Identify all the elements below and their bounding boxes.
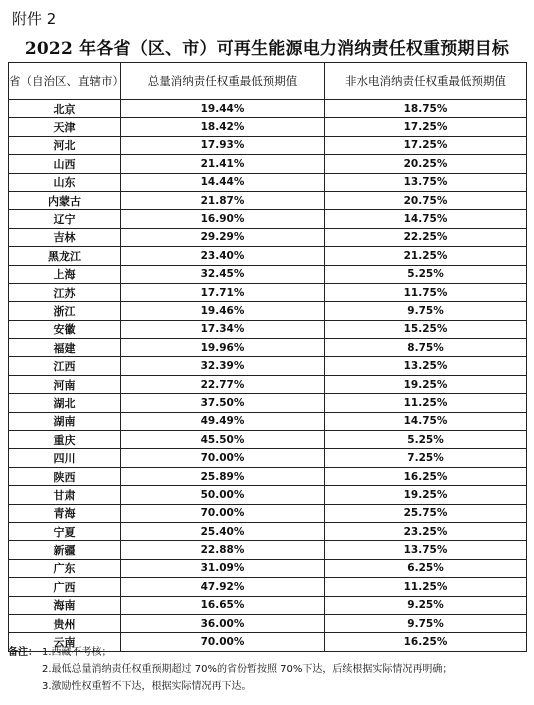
nonhydro-weight-cell: 21.25% xyxy=(325,247,527,265)
nonhydro-weight-cell: 5.25% xyxy=(325,265,527,283)
nonhydro-weight-cell: 11.25% xyxy=(325,578,527,596)
nonhydro-weight-cell: 11.75% xyxy=(325,283,527,301)
table-row xyxy=(9,191,527,209)
province-cell: 重庆 xyxy=(9,431,121,449)
note-item: 1.西藏不考核； xyxy=(42,647,112,658)
province-cell: 宁夏 xyxy=(9,522,121,540)
province-cell: 湖南 xyxy=(9,412,121,430)
nonhydro-weight-cell: 14.75% xyxy=(325,412,527,430)
header-total-weight: 总量消纳责任权重最低预期值 xyxy=(121,63,325,100)
total-weight-cell: 70.00% xyxy=(121,633,325,651)
total-weight-cell: 23.40% xyxy=(121,247,325,265)
table-row xyxy=(9,283,527,301)
total-weight-cell: 25.89% xyxy=(121,467,325,485)
total-weight-cell: 22.77% xyxy=(121,375,325,393)
nonhydro-weight-cell: 9.75% xyxy=(325,302,527,320)
nonhydro-weight-cell: 18.75% xyxy=(325,100,527,118)
table-row xyxy=(9,578,527,596)
table-row xyxy=(9,357,527,375)
total-weight-cell: 50.00% xyxy=(121,486,325,504)
nonhydro-weight-cell: 13.75% xyxy=(325,173,527,191)
table-row xyxy=(9,504,527,522)
province-cell: 海南 xyxy=(9,596,121,614)
nonhydro-weight-cell: 22.25% xyxy=(325,228,527,246)
table-row xyxy=(9,559,527,577)
province-cell: 上海 xyxy=(9,265,121,283)
table-row xyxy=(9,265,527,283)
table-row xyxy=(9,320,527,338)
nonhydro-weight-cell: 15.25% xyxy=(325,320,527,338)
nonhydro-weight-cell: 20.75% xyxy=(325,191,527,209)
province-cell: 北京 xyxy=(9,100,121,118)
table-row xyxy=(9,155,527,173)
total-weight-cell: 32.39% xyxy=(121,357,325,375)
total-weight-cell: 19.96% xyxy=(121,339,325,357)
table-row xyxy=(9,596,527,614)
total-weight-cell: 19.44% xyxy=(121,100,325,118)
province-cell: 江西 xyxy=(9,357,121,375)
nonhydro-weight-cell: 8.75% xyxy=(325,339,527,357)
note-item: 3.激励性权重暂不下达，根据实际情况再下达。 xyxy=(42,681,252,692)
nonhydro-weight-cell: 7.25% xyxy=(325,449,527,467)
table-row xyxy=(9,100,527,118)
total-weight-cell: 14.44% xyxy=(121,173,325,191)
total-weight-cell: 32.45% xyxy=(121,265,325,283)
province-cell: 湖北 xyxy=(9,394,121,412)
nonhydro-weight-cell: 9.25% xyxy=(325,596,527,614)
table-row xyxy=(9,302,527,320)
total-weight-cell: 16.65% xyxy=(121,596,325,614)
table-header-row xyxy=(9,63,527,100)
total-weight-cell: 37.50% xyxy=(121,394,325,412)
province-cell: 吉林 xyxy=(9,228,121,246)
table-row xyxy=(9,412,527,430)
province-cell: 内蒙古 xyxy=(9,191,121,209)
province-cell: 浙江 xyxy=(9,302,121,320)
total-weight-cell: 29.29% xyxy=(121,228,325,246)
notes-section xyxy=(8,644,526,695)
nonhydro-weight-cell: 19.25% xyxy=(325,486,527,504)
nonhydro-weight-cell: 23.25% xyxy=(325,522,527,540)
attachment-label: 附件 2 xyxy=(12,10,57,28)
table-row xyxy=(9,136,527,154)
table-row xyxy=(9,228,527,246)
province-cell: 贵州 xyxy=(9,614,121,632)
table-row xyxy=(9,522,527,540)
total-weight-cell: 25.40% xyxy=(121,522,325,540)
province-cell: 广西 xyxy=(9,578,121,596)
total-weight-cell: 49.49% xyxy=(121,412,325,430)
nonhydro-weight-cell: 14.75% xyxy=(325,210,527,228)
table-row xyxy=(9,431,527,449)
table-row xyxy=(9,486,527,504)
header-nonhydro-weight: 非水电消纳责任权重最低预期值 xyxy=(325,63,527,100)
nonhydro-weight-cell: 16.25% xyxy=(325,633,527,651)
total-weight-cell: 17.34% xyxy=(121,320,325,338)
total-weight-cell: 19.46% xyxy=(121,302,325,320)
nonhydro-weight-cell: 5.25% xyxy=(325,431,527,449)
nonhydro-weight-cell: 9.75% xyxy=(325,614,527,632)
province-cell: 福建 xyxy=(9,339,121,357)
table-row xyxy=(9,467,527,485)
table-row xyxy=(9,210,527,228)
province-cell: 黑龙江 xyxy=(9,247,121,265)
targets-table xyxy=(8,62,527,652)
nonhydro-weight-cell: 16.25% xyxy=(325,467,527,485)
province-cell: 云南 xyxy=(9,633,121,651)
total-weight-cell: 21.87% xyxy=(121,191,325,209)
total-weight-cell: 18.42% xyxy=(121,118,325,136)
total-weight-cell: 31.09% xyxy=(121,559,325,577)
total-weight-cell: 70.00% xyxy=(121,449,325,467)
nonhydro-weight-cell: 17.25% xyxy=(325,118,527,136)
table-row xyxy=(9,614,527,632)
table-row xyxy=(9,247,527,265)
province-cell: 辽宁 xyxy=(9,210,121,228)
total-weight-cell: 22.88% xyxy=(121,541,325,559)
total-weight-cell: 16.90% xyxy=(121,210,325,228)
total-weight-cell: 47.92% xyxy=(121,578,325,596)
province-cell: 青海 xyxy=(9,504,121,522)
nonhydro-weight-cell: 20.25% xyxy=(325,155,527,173)
province-cell: 新疆 xyxy=(9,541,121,559)
province-cell: 陕西 xyxy=(9,467,121,485)
header-province: 省（自治区、直辖市） xyxy=(9,63,121,100)
province-cell: 甘肃 xyxy=(9,486,121,504)
nonhydro-weight-cell: 11.25% xyxy=(325,394,527,412)
table-row xyxy=(9,118,527,136)
province-cell: 河南 xyxy=(9,375,121,393)
nonhydro-weight-cell: 17.25% xyxy=(325,136,527,154)
notes-label: 备注： xyxy=(8,647,38,658)
table-row xyxy=(9,375,527,393)
nonhydro-weight-cell: 13.75% xyxy=(325,541,527,559)
total-weight-cell: 45.50% xyxy=(121,431,325,449)
total-weight-cell: 36.00% xyxy=(121,614,325,632)
table-row xyxy=(9,339,527,357)
total-weight-cell: 17.93% xyxy=(121,136,325,154)
nonhydro-weight-cell: 6.25% xyxy=(325,559,527,577)
nonhydro-weight-cell: 19.25% xyxy=(325,375,527,393)
province-cell: 河北 xyxy=(9,136,121,154)
province-cell: 四川 xyxy=(9,449,121,467)
total-weight-cell: 70.00% xyxy=(121,504,325,522)
table-row xyxy=(9,173,527,191)
province-cell: 江苏 xyxy=(9,283,121,301)
nonhydro-weight-cell: 13.25% xyxy=(325,357,527,375)
table-row xyxy=(9,541,527,559)
total-weight-cell: 21.41% xyxy=(121,155,325,173)
table-row xyxy=(9,394,527,412)
table-row xyxy=(9,449,527,467)
province-cell: 天津 xyxy=(9,118,121,136)
total-weight-cell: 17.71% xyxy=(121,283,325,301)
province-cell: 山东 xyxy=(9,173,121,191)
nonhydro-weight-cell: 25.75% xyxy=(325,504,527,522)
note-item: 2.最低总量消纳责任权重预期超过 70%的省份暂按照 70%下达，后续根据实际情况再明确； xyxy=(42,664,453,675)
province-cell: 山西 xyxy=(9,155,121,173)
page-title: 2022 年各省（区、市）可再生能源电力消纳责任权重预期目标 xyxy=(24,39,510,59)
province-cell: 安徽 xyxy=(9,320,121,338)
province-cell: 广东 xyxy=(9,559,121,577)
